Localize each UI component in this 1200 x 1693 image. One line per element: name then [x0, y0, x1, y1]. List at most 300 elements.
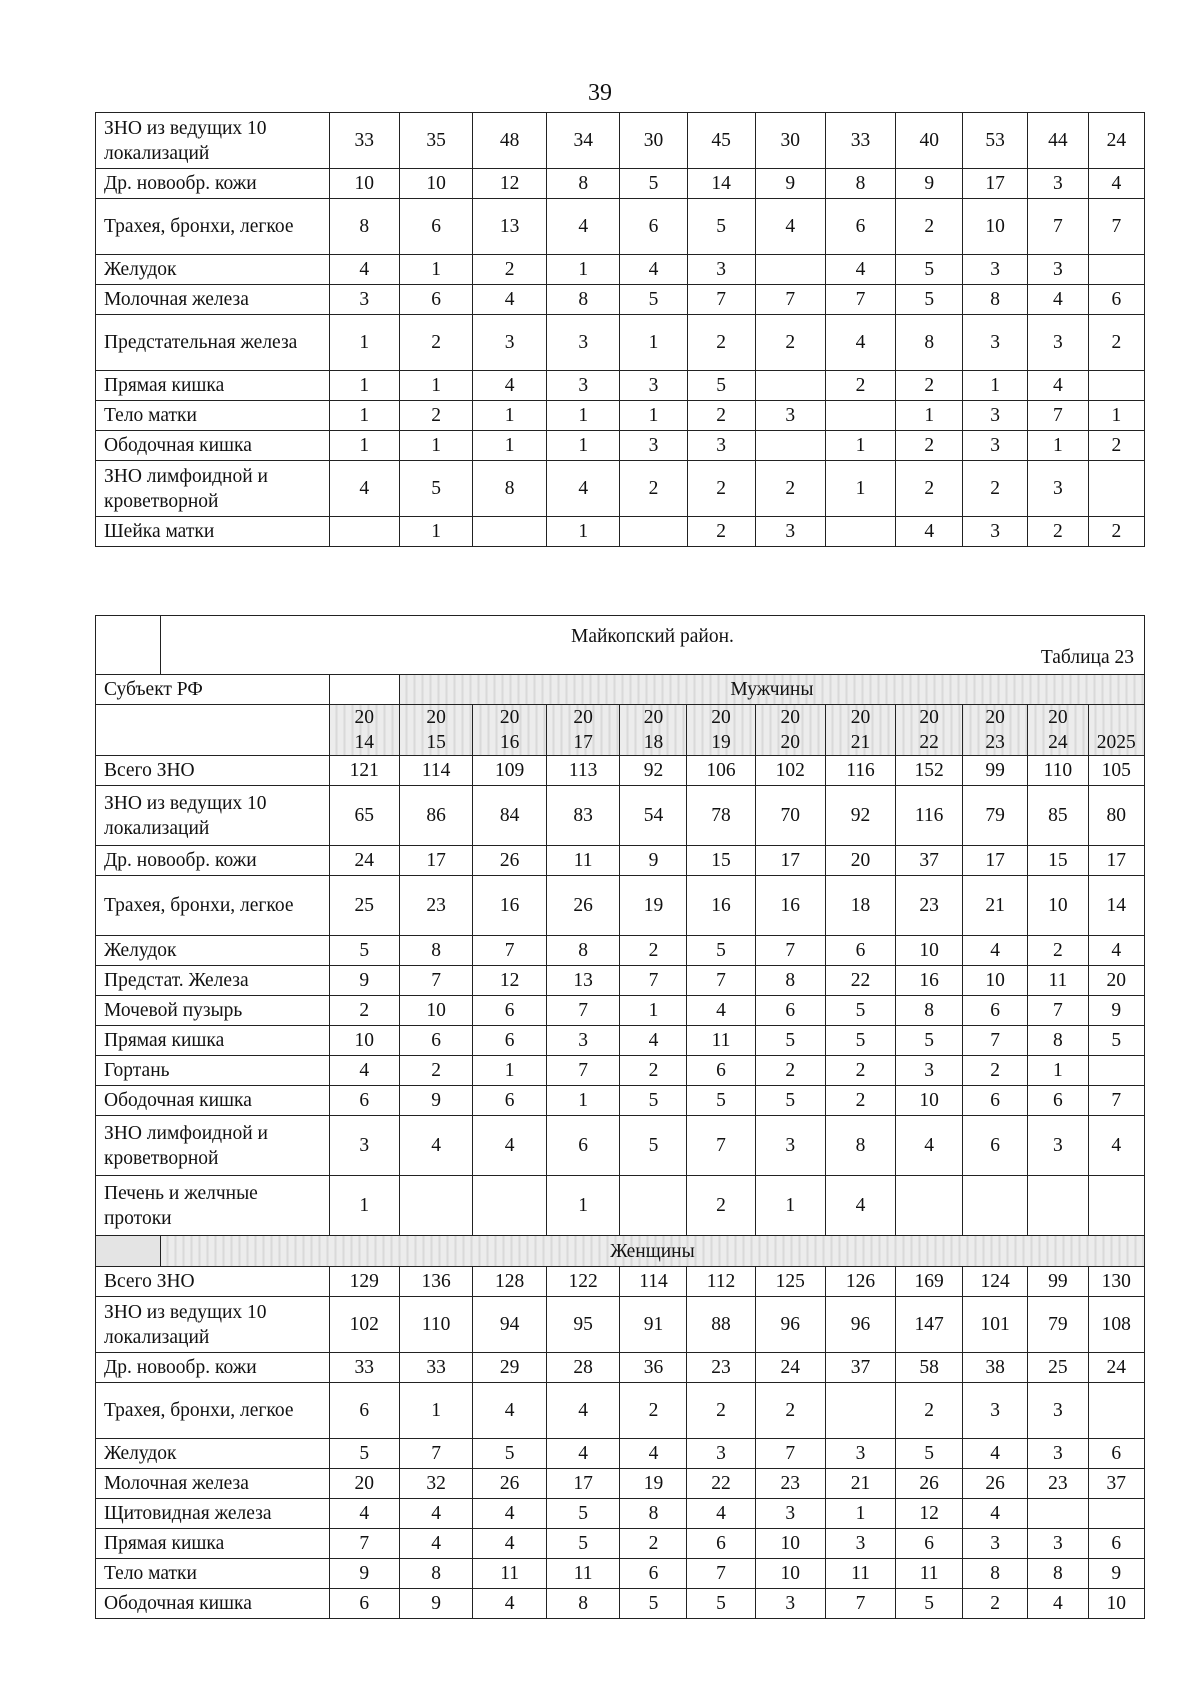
value-cell: 3 — [825, 1439, 895, 1469]
value-cell — [1088, 1383, 1144, 1439]
value-cell: 35 — [399, 113, 473, 169]
value-cell: 6 — [1088, 1529, 1144, 1559]
value-cell: 17 — [963, 169, 1028, 199]
year-bottom: 23 — [985, 732, 1005, 753]
value-cell: 44 — [1028, 113, 1089, 169]
value-cell: 10 — [896, 1086, 963, 1116]
value-cell: 116 — [825, 756, 895, 786]
value-cell — [1088, 461, 1144, 517]
value-cell: 19 — [620, 876, 687, 936]
value-cell: 9 — [1088, 996, 1144, 1026]
value-cell: 10 — [896, 936, 963, 966]
value-cell: 3 — [1028, 461, 1089, 517]
value-cell: 34 — [546, 113, 620, 169]
value-cell: 10 — [963, 199, 1028, 255]
table-row — [96, 876, 1145, 936]
value-cell: 5 — [896, 1589, 963, 1619]
table-row — [96, 1559, 1145, 1589]
value-cell — [1088, 1499, 1144, 1529]
women-header-row — [96, 1236, 1145, 1267]
value-cell: 96 — [825, 1297, 895, 1353]
value-cell: 3 — [896, 1056, 963, 1086]
women-header: Женщины — [160, 1236, 1144, 1267]
value-cell: 5 — [896, 1439, 963, 1469]
value-cell: 1 — [620, 996, 687, 1026]
table-row — [96, 1026, 1145, 1056]
table-row — [96, 255, 1145, 285]
subject-label: Субъект РФ — [96, 675, 330, 705]
value-cell — [825, 1383, 895, 1439]
value-cell: 12 — [473, 169, 547, 199]
value-cell: 4 — [546, 1383, 620, 1439]
value-cell: 3 — [825, 1529, 895, 1559]
value-cell: 58 — [896, 1353, 963, 1383]
row-label: Прямая кишка — [96, 1529, 330, 1559]
value-cell: 2 — [963, 1056, 1028, 1086]
value-cell: 4 — [620, 255, 687, 285]
row-label: ЗНО лимфоидной и кроветворной — [96, 461, 330, 517]
value-cell: 2 — [687, 1383, 755, 1439]
value-cell: 5 — [546, 1499, 620, 1529]
value-cell: 24 — [1088, 113, 1144, 169]
value-cell: 2 — [825, 1056, 895, 1086]
value-cell — [1088, 255, 1144, 285]
value-cell: 11 — [546, 1559, 620, 1589]
value-cell: 5 — [825, 996, 895, 1026]
page-number: 39 — [588, 80, 612, 106]
year-bottom: 24 — [1048, 732, 1068, 753]
value-cell: 9 — [896, 169, 963, 199]
value-cell: 8 — [399, 1559, 473, 1589]
value-cell: 6 — [963, 1086, 1028, 1116]
table-row — [96, 786, 1145, 846]
value-cell: 129 — [329, 1267, 399, 1297]
value-cell: 6 — [896, 1529, 963, 1559]
value-cell: 26 — [473, 1469, 547, 1499]
value-cell — [825, 401, 895, 431]
value-cell: 2 — [399, 315, 473, 371]
value-cell: 6 — [825, 936, 895, 966]
value-cell: 8 — [473, 461, 547, 517]
value-cell: 21 — [825, 1469, 895, 1499]
row-label: ЗНО из ведущих 10 локализаций — [96, 1297, 330, 1353]
value-cell: 83 — [546, 786, 620, 846]
row-label: Шейка матки — [96, 517, 330, 547]
value-cell: 19 — [620, 1469, 687, 1499]
value-cell — [963, 1176, 1028, 1236]
value-cell: 125 — [755, 1267, 825, 1297]
value-cell: 1 — [546, 255, 620, 285]
table-number: Таблица 23 — [1040, 647, 1134, 668]
row-label: Трахея, бронхи, легкое — [96, 199, 330, 255]
value-cell: 121 — [329, 756, 399, 786]
value-cell: 4 — [329, 1056, 399, 1086]
value-cell: 3 — [755, 517, 825, 547]
value-cell: 78 — [687, 786, 755, 846]
value-cell: 6 — [687, 1529, 755, 1559]
value-cell: 3 — [620, 371, 687, 401]
value-cell: 7 — [825, 285, 895, 315]
value-cell: 2 — [755, 315, 825, 371]
value-cell: 7 — [1028, 401, 1089, 431]
value-cell: 9 — [1088, 1559, 1144, 1589]
value-cell: 15 — [687, 846, 755, 876]
table-row — [96, 315, 1145, 371]
value-cell: 3 — [963, 1529, 1028, 1559]
value-cell: 4 — [546, 461, 620, 517]
value-cell: 6 — [399, 1026, 473, 1056]
value-cell: 21 — [963, 876, 1028, 936]
value-cell: 96 — [755, 1297, 825, 1353]
value-cell: 14 — [687, 169, 755, 199]
table-row — [96, 285, 1145, 315]
value-cell: 84 — [473, 786, 547, 846]
value-cell: 110 — [399, 1297, 473, 1353]
value-cell: 2 — [1088, 315, 1144, 371]
value-cell: 3 — [473, 315, 547, 371]
value-cell: 4 — [546, 1439, 620, 1469]
value-cell: 102 — [329, 1297, 399, 1353]
value-cell: 4 — [473, 1383, 547, 1439]
value-cell: 37 — [896, 846, 963, 876]
value-cell: 80 — [1088, 786, 1144, 846]
value-cell: 1 — [825, 431, 895, 461]
value-cell: 4 — [620, 1439, 687, 1469]
value-cell: 3 — [963, 401, 1028, 431]
value-cell — [825, 517, 895, 547]
value-cell: 1 — [329, 371, 399, 401]
value-cell: 1 — [963, 371, 1028, 401]
table-row — [96, 756, 1145, 786]
value-cell: 79 — [963, 786, 1028, 846]
value-cell — [620, 1176, 687, 1236]
value-cell: 1 — [473, 1056, 547, 1086]
value-cell: 1 — [329, 315, 399, 371]
value-cell: 3 — [329, 285, 399, 315]
table-row — [96, 461, 1145, 517]
value-cell: 2 — [896, 1383, 963, 1439]
value-cell: 1 — [399, 1383, 473, 1439]
table-row — [96, 846, 1145, 876]
value-cell: 124 — [963, 1267, 1028, 1297]
value-cell: 11 — [825, 1559, 895, 1589]
value-cell: 2 — [755, 1056, 825, 1086]
table-row — [96, 1469, 1145, 1499]
value-cell: 12 — [473, 966, 547, 996]
year-top: 20 — [919, 707, 939, 728]
value-cell — [755, 255, 825, 285]
value-cell: 4 — [473, 1529, 547, 1559]
value-cell: 114 — [399, 756, 473, 786]
row-label: Др. новообр. кожи — [96, 846, 330, 876]
value-cell: 70 — [755, 786, 825, 846]
value-cell: 13 — [473, 199, 547, 255]
value-cell: 3 — [963, 431, 1028, 461]
value-cell: 7 — [963, 1026, 1028, 1056]
value-cell: 20 — [1088, 966, 1144, 996]
value-cell: 5 — [473, 1439, 547, 1469]
value-cell: 24 — [1088, 1353, 1144, 1383]
value-cell: 20 — [329, 1469, 399, 1499]
value-cell: 2 — [825, 1086, 895, 1116]
value-cell — [399, 1176, 473, 1236]
value-cell: 7 — [399, 1439, 473, 1469]
value-cell: 13 — [546, 966, 620, 996]
value-cell: 85 — [1028, 786, 1089, 846]
value-cell: 38 — [963, 1353, 1028, 1383]
year-top: 20 — [499, 707, 520, 728]
value-cell: 108 — [1088, 1297, 1144, 1353]
year-bottom: 20 — [780, 732, 800, 753]
value-cell: 5 — [546, 1529, 620, 1559]
value-cell: 1 — [399, 255, 473, 285]
value-cell: 3 — [687, 1439, 755, 1469]
value-cell: 3 — [620, 431, 687, 461]
year-bottom: 17 — [573, 732, 593, 753]
value-cell: 6 — [963, 996, 1028, 1026]
value-cell: 28 — [546, 1353, 620, 1383]
value-cell: 4 — [963, 1499, 1028, 1529]
value-cell: 91 — [620, 1297, 687, 1353]
row-label: Прямая кишка — [96, 1026, 330, 1056]
value-cell: 6 — [687, 1056, 755, 1086]
value-cell: 2 — [963, 461, 1028, 517]
table-row — [96, 966, 1145, 996]
value-cell — [473, 517, 547, 547]
value-cell: 99 — [963, 756, 1028, 786]
row-label: Желудок — [96, 1439, 330, 1469]
value-cell: 3 — [963, 255, 1028, 285]
value-cell: 2 — [1028, 936, 1089, 966]
year-top: 20 — [643, 707, 664, 728]
table-caption-row — [96, 616, 1145, 675]
value-cell: 3 — [1028, 1383, 1089, 1439]
value-cell: 36 — [620, 1353, 687, 1383]
value-cell: 2 — [687, 401, 755, 431]
value-cell: 17 — [963, 846, 1028, 876]
value-cell: 17 — [399, 846, 473, 876]
value-cell: 4 — [329, 255, 399, 285]
value-cell: 1 — [1028, 431, 1089, 461]
value-cell: 1 — [896, 401, 963, 431]
value-cell: 2 — [896, 431, 963, 461]
value-cell: 2 — [755, 461, 825, 517]
value-cell: 1 — [329, 431, 399, 461]
value-cell: 4 — [1028, 285, 1089, 315]
value-cell — [329, 517, 399, 547]
value-cell: 4 — [1028, 1589, 1089, 1619]
value-cell: 7 — [1088, 1086, 1144, 1116]
value-cell: 7 — [1028, 199, 1089, 255]
value-cell: 4 — [1088, 169, 1144, 199]
value-cell — [896, 1176, 963, 1236]
value-cell: 12 — [896, 1499, 963, 1529]
value-cell: 2 — [1028, 517, 1089, 547]
value-cell: 33 — [329, 1353, 399, 1383]
value-cell: 101 — [963, 1297, 1028, 1353]
value-cell: 7 — [687, 1116, 755, 1176]
value-cell: 40 — [896, 113, 963, 169]
value-cell: 1 — [546, 431, 620, 461]
value-cell: 8 — [896, 996, 963, 1026]
value-cell: 7 — [687, 1559, 755, 1589]
value-cell: 23 — [399, 876, 473, 936]
value-cell: 2 — [896, 199, 963, 255]
value-cell: 2 — [399, 1056, 473, 1086]
value-cell: 25 — [329, 876, 399, 936]
value-cell: 3 — [546, 315, 620, 371]
value-cell: 8 — [546, 1589, 620, 1619]
district-title: Майкопский район. — [571, 626, 734, 647]
value-cell: 3 — [1028, 315, 1089, 371]
caption-spacer-cell — [96, 616, 161, 675]
value-cell: 7 — [473, 936, 547, 966]
table-row — [96, 1529, 1145, 1559]
year-header-cell — [896, 705, 963, 756]
value-cell: 8 — [546, 169, 620, 199]
value-cell: 4 — [329, 1499, 399, 1529]
value-cell: 4 — [399, 1499, 473, 1529]
table-row — [96, 169, 1145, 199]
value-cell: 9 — [755, 169, 825, 199]
table-row — [96, 1116, 1145, 1176]
value-cell: 2 — [399, 401, 473, 431]
value-cell: 10 — [755, 1529, 825, 1559]
value-cell: 6 — [825, 199, 895, 255]
year-top: 20 — [1048, 707, 1068, 728]
value-cell: 3 — [1028, 1116, 1089, 1176]
value-cell: 16 — [896, 966, 963, 996]
value-cell: 95 — [546, 1297, 620, 1353]
value-cell: 6 — [329, 1383, 399, 1439]
value-cell: 92 — [620, 756, 687, 786]
value-cell: 6 — [329, 1589, 399, 1619]
value-cell: 4 — [825, 1176, 895, 1236]
value-cell: 1 — [620, 315, 687, 371]
value-cell: 105 — [1088, 756, 1144, 786]
year-top: 20 — [354, 707, 374, 728]
value-cell: 29 — [473, 1353, 547, 1383]
row-label: Трахея, бронхи, легкое — [96, 876, 330, 936]
table-row — [96, 1056, 1145, 1086]
value-cell: 122 — [546, 1267, 620, 1297]
value-cell: 2 — [473, 255, 547, 285]
row-label: Ободочная кишка — [96, 1589, 330, 1619]
value-cell: 9 — [329, 966, 399, 996]
value-cell: 8 — [399, 936, 473, 966]
table-row — [96, 431, 1145, 461]
value-cell: 10 — [329, 1026, 399, 1056]
year-bottom: 14 — [354, 732, 374, 753]
value-cell: 7 — [546, 1056, 620, 1086]
value-cell: 5 — [687, 1589, 755, 1619]
value-cell: 3 — [755, 1499, 825, 1529]
year-top: 20 — [850, 707, 871, 728]
row-label: ЗНО лимфоидной и кроветворной — [96, 1116, 330, 1176]
value-cell: 10 — [755, 1559, 825, 1589]
value-cell: 1 — [546, 401, 620, 431]
row-label: Др. новообр. кожи — [96, 1353, 330, 1383]
value-cell: 8 — [620, 1499, 687, 1529]
value-cell: 10 — [963, 966, 1028, 996]
value-cell: 4 — [896, 517, 963, 547]
row-label: Молочная железа — [96, 285, 330, 315]
main-data-table — [95, 615, 1145, 1619]
value-cell: 92 — [825, 786, 895, 846]
value-cell: 2 — [620, 936, 687, 966]
value-cell: 23 — [1028, 1469, 1089, 1499]
year-header-cell — [399, 705, 473, 756]
value-cell: 1 — [399, 517, 473, 547]
value-cell: 11 — [1028, 966, 1089, 996]
year-bottom: 19 — [711, 732, 731, 753]
table-row — [96, 1176, 1145, 1236]
value-cell: 6 — [963, 1116, 1028, 1176]
subject-spacer-cell — [329, 675, 399, 705]
value-cell: 106 — [687, 756, 755, 786]
value-cell: 4 — [473, 1589, 547, 1619]
value-cell: 8 — [963, 1559, 1028, 1589]
value-cell: 6 — [1088, 285, 1144, 315]
value-cell: 10 — [1088, 1589, 1144, 1619]
value-cell: 8 — [546, 285, 620, 315]
value-cell: 79 — [1028, 1297, 1089, 1353]
value-cell: 5 — [620, 1589, 687, 1619]
value-cell: 33 — [329, 113, 399, 169]
value-cell: 1 — [473, 401, 547, 431]
table-row — [96, 996, 1145, 1026]
value-cell: 4 — [687, 996, 755, 1026]
value-cell: 1 — [546, 1086, 620, 1116]
value-cell: 3 — [1028, 1439, 1089, 1469]
value-cell: 5 — [687, 199, 755, 255]
value-cell: 4 — [825, 255, 895, 285]
value-cell: 5 — [620, 1086, 687, 1116]
value-cell: 7 — [755, 936, 825, 966]
table-row — [96, 1353, 1145, 1383]
value-cell: 16 — [473, 876, 547, 936]
value-cell: 7 — [329, 1529, 399, 1559]
table-row — [96, 1267, 1145, 1297]
value-cell: 2 — [896, 461, 963, 517]
value-cell: 2 — [1088, 517, 1144, 547]
value-cell: 8 — [896, 315, 963, 371]
value-cell: 4 — [687, 1499, 755, 1529]
value-cell: 4 — [1088, 936, 1144, 966]
value-cell: 3 — [963, 1383, 1028, 1439]
year-header-cell — [620, 705, 687, 756]
value-cell: 3 — [1028, 169, 1089, 199]
year-header-cell — [755, 705, 825, 756]
value-cell: 37 — [1088, 1469, 1144, 1499]
row-label: Щитовидная железа — [96, 1499, 330, 1529]
value-cell: 3 — [1028, 1529, 1089, 1559]
value-cell: 5 — [687, 936, 755, 966]
row-label: Мочевой пузырь — [96, 996, 330, 1026]
value-cell — [1088, 1056, 1144, 1086]
row-label: Желудок — [96, 936, 330, 966]
value-cell: 2 — [620, 1056, 687, 1086]
value-cell: 114 — [620, 1267, 687, 1297]
value-cell: 6 — [473, 1026, 547, 1056]
value-cell: 30 — [620, 113, 687, 169]
row-label: Предстательная железа — [96, 315, 330, 371]
value-cell: 147 — [896, 1297, 963, 1353]
value-cell: 5 — [1088, 1026, 1144, 1056]
year-header-cell — [546, 705, 620, 756]
value-cell: 22 — [687, 1469, 755, 1499]
value-cell: 4 — [473, 371, 547, 401]
